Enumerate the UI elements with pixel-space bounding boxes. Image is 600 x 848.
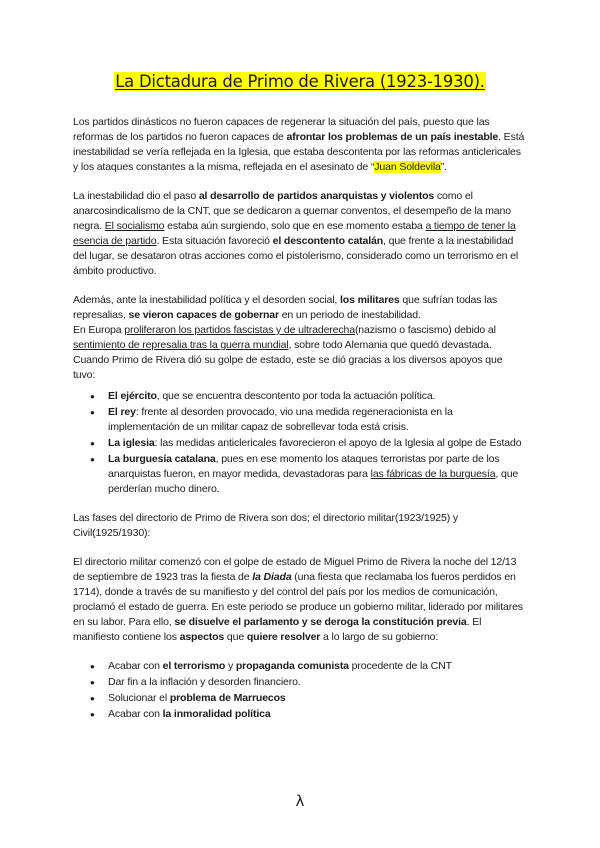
page-footer-symbol: λ: [295, 792, 305, 810]
paragraph-instability: La inestabilidad dio el paso al desarrollo de partidos anarquistas y violentos como el anarcosindicalismo de la CNT, que se dedicaron a quemar conventos, el desempeño de la mano negra. El socialismo estaba aún surgiendo, solo que en ese momento estaba a tiempo de tener la esencia de partido. Esta situación favoreció el descontento catalán, que frente a la inestabilidad del lugar, se desataron otras acciones como el pistolerismo, considerado como un terrorismo en el ámbito productivo.: [73, 190, 519, 277]
paragraph-europe: En Europa proliferaron los partidos fascistas y de ultraderecha(nazismo o fascismo) debido al sentimiento de represalia tras la guerra mundial, sobre todo Alemania que quedó devastada.: [73, 324, 496, 351]
paragraph-phases: Las fases del directorio de Primo de Rivera son dos; el directorio militar(1923/1925) y Civil(1925/1930):: [73, 512, 458, 539]
list-item: ● Solucionar el problema de Marruecos: [108, 691, 527, 706]
list-item: ● El rey: frente al desorden provocado, vio una medida regeneracionista en la implementación de un militar capaz de sobrellevar toda está crisis.: [108, 405, 527, 435]
list-item: ● Acabar con el terrorismo y propaganda comunista procedente de la CNT: [108, 659, 527, 674]
highlight-soldevila: Juan Soldevila: [374, 161, 441, 173]
paragraph-military: Además, ante la inestabilidad política y el desorden social, los militares que sufrían todas las represalias, se vieron capaces de gobernar en un periodo de inestabilidad.: [73, 294, 498, 321]
paragraph-intro: Los partidos dinásticos no fueron capaces de regenerar la situación del país, puesto que las reformas de los partidos no fueron capaces de afrontar los problemas de un país inestable. Está inestabilidad se vería reflejada en la Iglesia, que estaba descontenta por las reformas anticlericales y los ataques constantes a la misma, reflejada en el asesinato de “Juan Soldevila”.: [73, 116, 525, 173]
goals-list: [73, 659, 527, 722]
support-list: [73, 389, 527, 497]
paragraph-military-directory: El directorio militar comenzó con el golpe de estado de Miguel Primo de Rivera la noche del 12/13 de septiembre de 1923 tras la fiesta de la Diada (una fiesta que reclamaba los fueros perdidos en 1714), donde a través de su manifiesto y del control del país por los medios de comunicación, proclamó el estado de guerra. En este periodo se produce un gobierno militar, liderado por militares en su labor. Para ello, se disuelve el parlamento y se deroga la constitución previa. El manifiesto contiene los aspectos que quiere resolver a lo largo de su gobierno:: [73, 556, 523, 643]
list-item: ● La iglesia: las medidas anticlericales favorecieron el apoyo de la Iglesia al golpe de Estado: [108, 436, 527, 451]
document-title: La Dictadura de Primo de Rivera (1923-1930).: [115, 72, 485, 91]
list-item: ● El ejército, que se encuentra descontento por toda la actuación política.: [108, 389, 527, 404]
paragraph-coup-support: Cuando Primo de Rivera dió su golpe de estado, este se dió gracias a los diversos apoyos que tuvo:: [73, 354, 503, 381]
list-item: ● Dar fin a la inflación y desorden financiero.: [108, 675, 527, 690]
list-item: ● La burguesía catalana, pues en ese momento los ataques terroristas por parte de los anarquistas fueron, en mayor medida, devastadoras para las fábricas de la burguesía, que perderían mucho dinero.: [108, 452, 527, 497]
list-item: ● Acabar con la inmoralidad política: [108, 707, 527, 722]
